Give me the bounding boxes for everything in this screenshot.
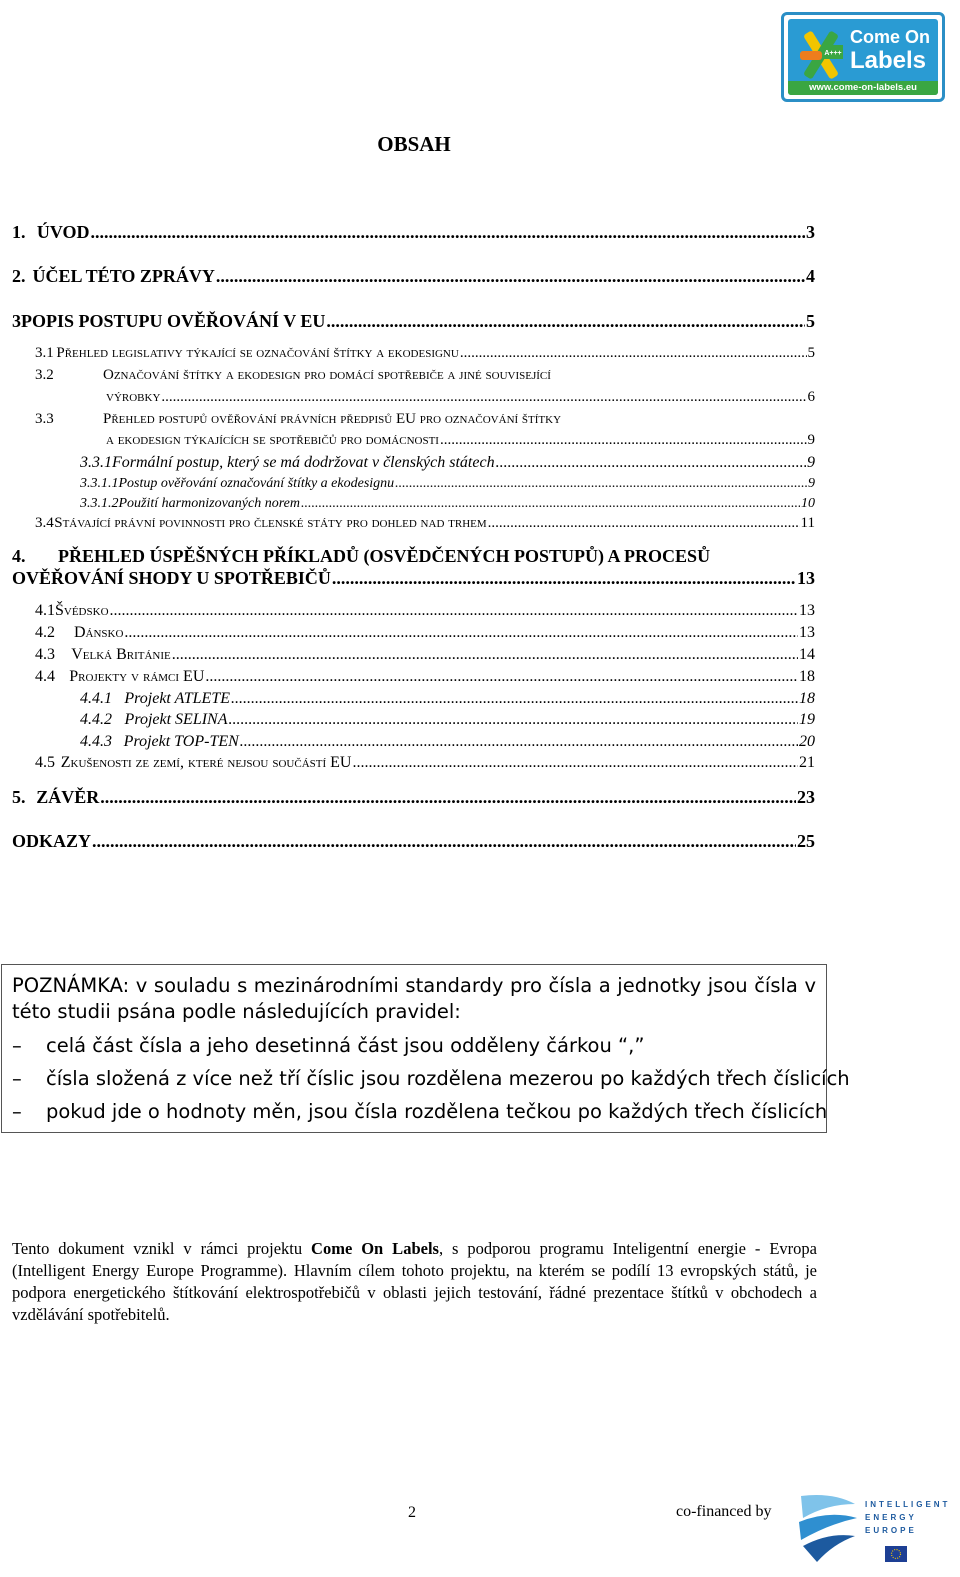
toc-number: 4.3 [35,646,55,663]
toc-entry-4-2[interactable] [35,624,815,642]
toc-entry-3-1[interactable] [35,345,815,362]
note-item-text: čísla složená z více než tří číslic jsou rozdělena mezerou po každých třech číslicích [46,1067,850,1090]
note-item-text: celá část čísla a jeho desetinná část jsou odděleny čárkou “,” [46,1034,645,1057]
toc-number: 4.4.2 [80,711,112,728]
toc-leader [352,754,798,772]
toc-number: 2. [12,266,26,286]
toc-page: 11 [800,515,815,531]
toc-entry-5[interactable] [12,787,815,808]
toc-entry-3-2[interactable] [106,389,815,406]
toc-entry-4-4-1[interactable] [80,690,815,708]
note-item-text: pokud jde o hodnoty měn, jsou čísla rozdělena tečkou po každých třech číslicích [46,1100,828,1123]
toc-entry-4[interactable] [12,568,815,589]
toc-label: Zkušenosti ze zemí, které nejsou součástí EU [60,754,352,771]
toc-entry-2[interactable] [12,266,815,287]
eu-flag-icon [885,1546,907,1562]
toc-number: 5. [12,787,26,807]
toc-entry-references[interactable] [12,831,815,852]
toc-number: 3.3.1 [80,454,112,471]
toc-label: Přehled postupů ověřování právních předpisů EU pro označování štítky [103,411,562,427]
toc-page: 18 [799,668,815,685]
toc-number: 3.2 [35,367,54,383]
toc-entry-3-4[interactable] [35,515,815,532]
toc-page: 21 [799,754,815,771]
page-title: OBSAH [377,132,451,156]
toc-leader [326,311,805,332]
toc-number: 3.1 [35,345,54,361]
toc-page: 25 [797,831,815,851]
toc-page: 14 [799,646,815,663]
toc-page: 9 [807,432,815,448]
toc-leader [110,602,798,620]
toc-number: 4.4.1 [80,690,112,707]
iee-line-3: EUROPE [865,1526,917,1535]
toc-page: 23 [797,787,815,807]
toc-label: Dánsko [73,624,124,641]
toc-leader [301,496,800,512]
toc-number: 4.2 [35,624,55,641]
toc-leader [488,515,800,532]
toc-number: 3.3 [35,411,54,427]
toc-label: Označování štítky a ekodesign pro domácí spotřebiče a jiné související [103,367,551,383]
funding-text-end: , s podporou programu Inteligentní energie - Evropa (Intelligent Energy Europe Programme). Hlavním cílem tohoto projektu, na kterém se podílí 13 evropských států, je podpora energetického štítkování elektrospotřebičů v oblasti jejich testování, řádné prezentace štítků v obchodech a vzdělávání spotřebitelů. [12,1239,817,1324]
toc-leader [92,831,796,852]
note-item [12,1095,828,1128]
toc-label: Postup ověřování označování štítky a ekodesignu [118,476,395,491]
toc-entry-4-4-2[interactable] [80,711,815,729]
toc-number: 4.5 [35,754,55,771]
toc-label: Projekt SELINA [124,711,228,728]
toc-page: 10 [801,496,815,511]
toc-label: Projekty v rámci EU [69,668,205,685]
toc-leader [172,646,798,664]
toc-page: 13 [799,602,815,619]
toc-label: Projekt ATLETE [124,690,230,707]
note-item [12,1062,850,1095]
intelligent-energy-europe-logo [793,1488,951,1566]
toc-entry-4-4-3[interactable] [80,733,815,751]
toc-entry-3[interactable] [12,311,815,332]
toc-number: 3.4 [35,515,54,531]
toc-leader [496,454,806,472]
toc-number: 4.4.3 [80,733,112,750]
toc-label-cont: OVĚŘOVÁNÍ SHODY U SPOTŘEBIČŮ [12,568,331,588]
logo-title-line1: Come On [850,27,931,47]
toc-leader [124,624,798,642]
funding-text-start: Tento dokument vznikl v rámci projektu [12,1239,312,1258]
toc-entry-3-2-first-line[interactable] [35,367,551,384]
dash-bullet: – [12,1067,22,1090]
come-on-labels-logo [781,12,945,102]
toc-entry-4-5[interactable] [35,754,815,772]
toc-page: 20 [799,733,815,750]
funding-statement [12,1238,817,1326]
toc-leader [100,787,796,808]
toc-number: 4.4 [35,668,55,685]
note-text: POZNÁMKA: v souladu s mezinárodními standardy pro čísla a jednotky jsou čísla v této studii psána podle následujících pravidel: [12,974,816,1023]
toc-label: ÚVOD [36,222,90,242]
iee-line-2: ENERGY [865,1513,917,1522]
toc-leader [332,568,796,589]
toc-leader [90,222,805,243]
toc-label: PŘEHLED ÚSPĚŠNÝCH PŘÍKLADŮ (OSVĚDČENÝCH POSTUPŮ) A PROCESŮ [58,546,711,566]
toc-label: Přehled legislativy týkající se označování štítky a ekodesignu [56,345,459,361]
toc-leader [440,432,807,449]
toc-page: 18 [799,690,815,707]
project-name: Come On Labels [311,1239,439,1258]
cofinanced-label: co-financed by [676,1503,772,1520]
svg-text:A+++: A+++ [824,50,842,57]
toc-label: ZÁVĚR [36,787,100,807]
toc-number: 3 [12,311,21,331]
toc-leader [216,266,805,287]
note-box [1,964,850,1133]
toc-leader [460,345,807,362]
toc-page: 9 [807,454,815,471]
toc-number: 3.3.1.2 [80,496,119,511]
toc-leader [205,668,798,686]
toc-page: 19 [799,711,815,728]
toc-entry-4-4[interactable] [35,668,815,686]
toc-entry-3-3-first-line[interactable] [35,411,561,428]
toc-number: 1. [12,222,26,242]
page-number: 2 [408,1504,416,1521]
toc-page: 9 [808,476,815,491]
toc-label: Použití harmonizovaných norem [118,496,300,511]
toc-leader [240,733,798,751]
toc-entry-3-3-1-1[interactable] [80,476,815,492]
note-item [12,1029,816,1062]
logo-url: www.come-on-labels.eu [788,81,938,95]
toc-number: 4.1 [35,602,55,619]
toc-entry-4-1[interactable] [35,602,815,620]
toc-leader [229,711,799,729]
toc-leader [395,476,807,492]
logo-title-line2: Labels [850,47,927,74]
toc-label: ODKAZY [12,831,92,851]
toc-entry-3-3-1[interactable] [80,454,815,472]
toc-page: 5 [807,345,815,361]
toc-label: Velká Británie [71,646,171,663]
toc-leader [231,690,798,708]
toc-number: 4. [12,546,26,566]
toc-page: 6 [807,389,815,405]
toc-label: Projekt TOP-TEN [123,733,239,750]
iee-line-1: INTELLIGENT [865,1500,951,1509]
x-mark-icon [794,25,848,85]
toc-label: ÚČEL TÉTO ZPRÁVY [32,266,215,286]
toc-page: 13 [799,624,815,641]
toc-entry-3-3-1-2[interactable] [80,496,815,512]
toc-entry-3-3[interactable] [106,432,815,449]
toc-page: 4 [806,266,815,286]
dash-bullet: – [12,1100,22,1123]
toc-label-cont: a ekodesign týkajících se spotřebičů pro domácnosti [106,432,439,448]
toc-page: 5 [806,311,815,331]
toc-label: POPIS POSTUPU OVĚŘOVÁNÍ V EU [21,311,326,331]
toc-label: Formální postup, který se má dodržovat v členských státech [112,454,495,471]
toc-page: 13 [797,568,815,588]
toc-entry-4-first-line[interactable] [12,546,710,567]
toc-number: 3.3.1.1 [80,476,119,491]
toc-entry-1[interactable] [12,222,815,243]
toc-label-cont: výrobky [106,389,161,405]
toc-page: 3 [806,222,815,242]
toc-label: Stávající právní povinnosti pro členské státy pro dohled nad trhem [54,515,487,531]
toc-entry-4-3[interactable] [35,646,815,664]
toc-label: Švédsko [55,602,109,619]
dash-bullet: – [12,1034,22,1057]
iee-swoosh-icon [793,1488,863,1566]
toc-leader [161,389,806,406]
